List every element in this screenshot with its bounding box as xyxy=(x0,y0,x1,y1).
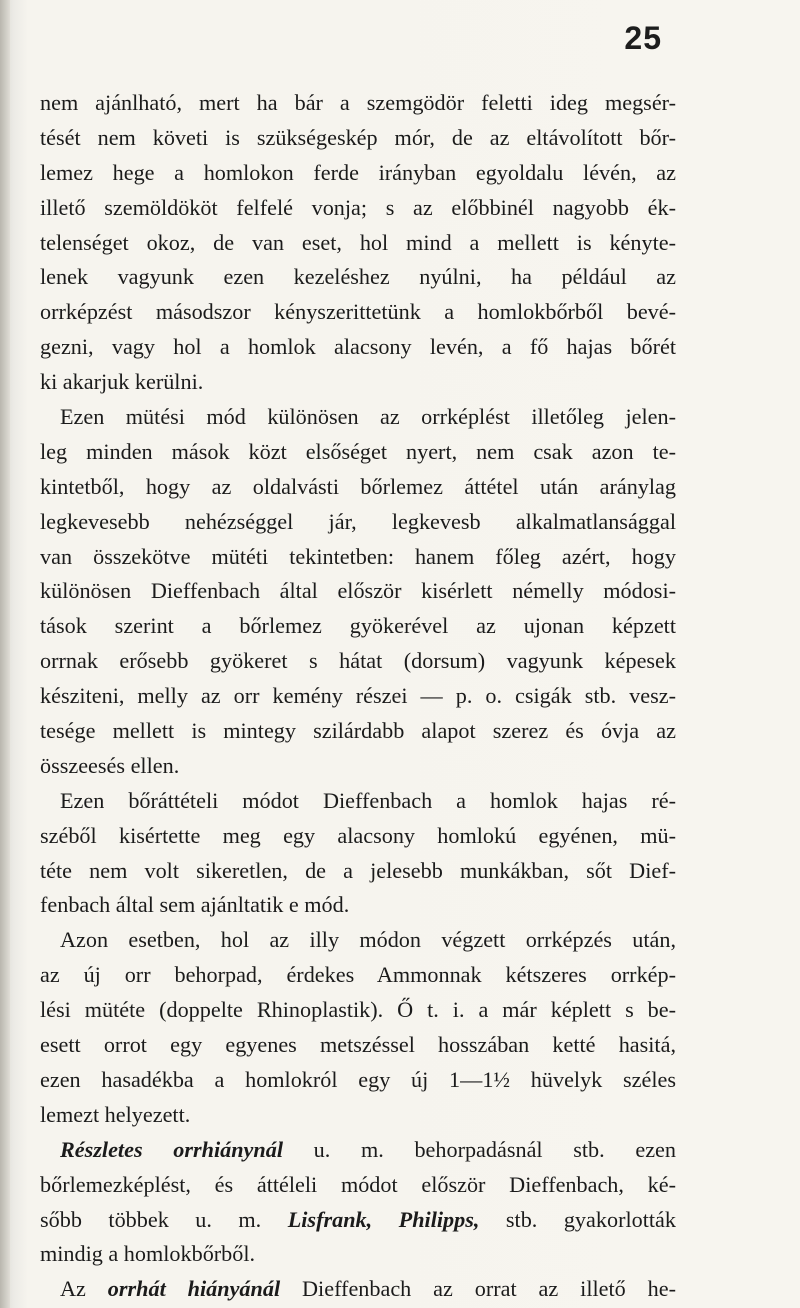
line-text: sőbb többek u. m. xyxy=(40,1206,288,1232)
line-text: esett orrot egy egyenes metszéssel hosszában ketté hasitá, xyxy=(40,1032,676,1058)
text-line xyxy=(40,365,676,400)
line-text: különösen Dieffenbach által először kisérlett némelly módosi- xyxy=(40,578,676,604)
page-binding-edge xyxy=(0,0,10,1308)
line-text: Ezen mütési mód különösen az orrképlést illetőleg jelen- xyxy=(60,404,676,430)
line-text: stb. gyakorlották xyxy=(479,1206,676,1232)
text-line xyxy=(40,993,676,1028)
text-line xyxy=(40,1063,676,1098)
line-text: lenek vagyunk ezen kezeléshez nyúlni, ha például az xyxy=(40,264,676,290)
text-line xyxy=(40,714,676,749)
text-line xyxy=(40,400,676,435)
line-text: bőrlemezképlést, és áttéleli módot először Dieffenbach, ké- xyxy=(40,1171,676,1197)
text-line xyxy=(40,1028,676,1063)
text-line xyxy=(40,679,676,714)
text-line xyxy=(40,260,676,295)
line-text: mindig a homlokbőrből. xyxy=(40,1241,256,1267)
page-number: 25 xyxy=(624,20,662,56)
line-text: orrnak erősebb gyökeret s hátat (dorsum) vagyunk képesek xyxy=(40,648,676,674)
text-line xyxy=(40,749,676,784)
text-line xyxy=(40,784,676,819)
text-line xyxy=(40,86,676,121)
line-text: ki akarjuk kerülni. xyxy=(40,369,204,395)
text-line xyxy=(40,958,676,993)
text-line xyxy=(40,644,676,679)
text-line xyxy=(40,1098,676,1133)
text-line xyxy=(40,1272,676,1307)
line-text: az új orr behorpad, érdekes Ammonnak kétszeres orrkép- xyxy=(40,962,676,988)
text-line xyxy=(40,435,676,470)
line-text: Azon esetben, hol az illy módon végzett orrképzés után, xyxy=(60,927,676,953)
line-text: összeesés ellen. xyxy=(40,752,180,778)
text-line xyxy=(40,226,676,261)
line-text: telenséget okoz, de van eset, hol mind a mellett is kényte- xyxy=(40,229,676,255)
text-line xyxy=(40,854,676,889)
line-text: van összekötve mütéti tekintetben: hanem főleg azért, hogy xyxy=(40,543,676,569)
line-text: nem ajánlható, mert ha bár a szemgödör feletti ideg megsér- xyxy=(40,90,676,115)
text-line xyxy=(40,609,676,644)
emphasis-text: Részletes orrhiánynál xyxy=(60,1136,283,1162)
text-line xyxy=(40,1203,676,1238)
text-line xyxy=(40,295,676,330)
text-line xyxy=(40,1168,676,1203)
line-text: legkevesebb nehézséggel jár, legkevesb alkalmatlansággal xyxy=(40,508,676,534)
line-text: lési mütéte (doppelte Rhinoplastik). Ő t. i. a már képlett s be- xyxy=(40,997,676,1023)
text-line xyxy=(40,470,676,505)
text-line xyxy=(40,888,676,923)
line-text: tését nem követi is szükségeskép mór, de az eltávolított bőr- xyxy=(40,124,676,150)
line-text: tások szerint a bőrlemez gyökerével az ujonan képzett xyxy=(40,613,676,639)
line-text: leg minden mások közt elsőséget nyert, nem csak azon te- xyxy=(40,438,676,464)
line-text: késziteni, melly az orr kemény részei — p. o. csigák stb. vesz- xyxy=(40,683,676,709)
line-text: ezen hasadékba a homlokról egy új 1—1½ hüvelyk széles xyxy=(40,1066,676,1092)
line-text: gezni, vagy hol a homlok alacsony levén, a fő hajas bőrét xyxy=(40,334,676,360)
text-line xyxy=(40,923,676,958)
text-line xyxy=(40,121,676,156)
line-text: illető szemöldököt felfelé vonja; s az előbbinél nagyobb ék- xyxy=(40,194,676,220)
text-line xyxy=(40,540,676,575)
text-line xyxy=(40,330,676,365)
line-text: fenbach által sem ajánltatik e mód. xyxy=(40,892,350,918)
text-line xyxy=(40,819,676,854)
line-text: Dieffenbach az orrat az illető he- xyxy=(280,1276,676,1302)
text-line xyxy=(40,191,676,226)
line-text: lemezt helyezett. xyxy=(40,1101,191,1127)
line-text: széből kisértette meg egy alacsony homlokú egyénen, mü- xyxy=(40,822,676,848)
emphasis-text: Lisfrank, Philipps, xyxy=(287,1206,480,1232)
body-text xyxy=(40,86,676,1307)
text-line xyxy=(40,574,676,609)
emphasis-text: orrhát hiányánál xyxy=(107,1276,281,1302)
line-text: tesége mellett is mintegy szilárdabb alapot szerez és óvja az xyxy=(40,718,676,744)
text-line xyxy=(40,505,676,540)
line-text: orrképzést másodszor kényszerittetünk a homlokbőrből bevé- xyxy=(40,299,676,325)
line-text: Az xyxy=(60,1276,108,1302)
line-text: Ezen bőráttételi módot Dieffenbach a homlok hajas ré- xyxy=(60,787,676,813)
text-line xyxy=(40,156,676,191)
text-line xyxy=(40,1237,676,1272)
line-text: u. m. behorpadásnál stb. ezen xyxy=(283,1136,676,1162)
text-line xyxy=(40,1133,676,1168)
line-text: téte nem volt sikeretlen, de a jelesebb munkákban, sőt Dief- xyxy=(40,857,676,883)
line-text: lemez hege a homlokon ferde irányban egyoldalu lévén, az xyxy=(40,159,676,185)
line-text: kintetből, hogy az oldalvásti bőrlemez áttétel után aránylag xyxy=(40,473,676,499)
